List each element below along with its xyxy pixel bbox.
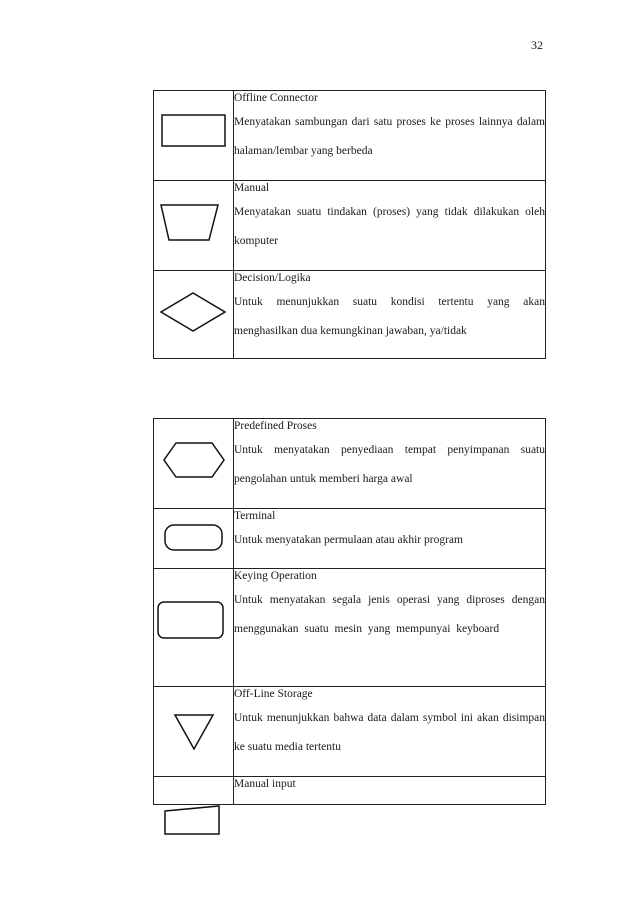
page-number: 32 [531,38,543,52]
manual-trapezoid-icon [154,181,233,271]
description-cell [234,181,546,271]
symbol-name: Offline Connector [234,92,318,104]
symbol-description: Menyatakan suatu tindakan (proses) yang tidak dilakukan oleh komputer [234,206,545,247]
symbol-cell [154,509,234,569]
symbol-name: Predefined Proses [234,420,317,432]
symbol-cell [154,687,234,777]
table-row [154,509,546,569]
offline-storage-triangle-icon [154,687,233,777]
table-row [154,181,546,271]
table-row [154,271,546,359]
description-cell [234,687,546,777]
terminal-rounded-rectangle-icon [154,509,233,569]
flowchart-symbol-table-1 [153,90,546,359]
description-cell [234,569,546,687]
offline-connector-rectangle-icon [154,91,233,181]
symbol-cell [154,181,234,271]
symbol-description: Untuk menunjukkan suatu kondisi tertentu yang akan menghasilkan dua kemungkinan jawaban, ya/tidak [234,296,545,337]
symbol-cell [154,91,234,181]
manual-input-slanted-box-icon [160,800,230,840]
symbol-name: Manual [234,182,270,194]
symbol-description: Untuk menyatakan permulaan atau akhir program [234,534,463,546]
symbol-name: Keying Operation [234,570,317,582]
keying-operation-rounded-box-icon [154,569,233,687]
table-row [154,419,546,509]
symbol-cell [154,419,234,509]
flowchart-symbol-table-2 [153,418,546,805]
symbol-name: Off-Line Storage [234,688,313,700]
table-row [154,569,546,687]
description-cell [234,91,546,181]
symbol-cell [154,271,234,359]
symbol-description: Untuk menyatakan segala jenis operasi yang diproses dengan menggunakan suatu mesin yang mempunyai keyboard [234,594,545,635]
predefined-process-hexagon-icon [154,419,233,509]
description-cell [234,419,546,509]
symbol-name: Manual input [234,778,296,790]
table-row [154,687,546,777]
description-cell [234,509,546,569]
symbol-description: Untuk menyatakan penyediaan tempat penyimpanan suatu pengolahan untuk memberi harga awal [234,444,545,485]
symbol-description: Menyatakan sambungan dari satu proses ke proses lainnya dalam halaman/lembar yang berbeda [234,116,545,157]
table-row [154,91,546,181]
symbol-name: Decision/Logika [234,272,311,284]
description-cell [234,777,546,805]
symbol-name: Terminal [234,510,276,522]
decision-diamond-icon [154,271,233,359]
description-cell [234,271,546,359]
symbol-cell [154,569,234,687]
symbol-description: Untuk menunjukkan bahwa data dalam symbol ini akan disimpan ke suatu media tertentu [234,712,545,753]
